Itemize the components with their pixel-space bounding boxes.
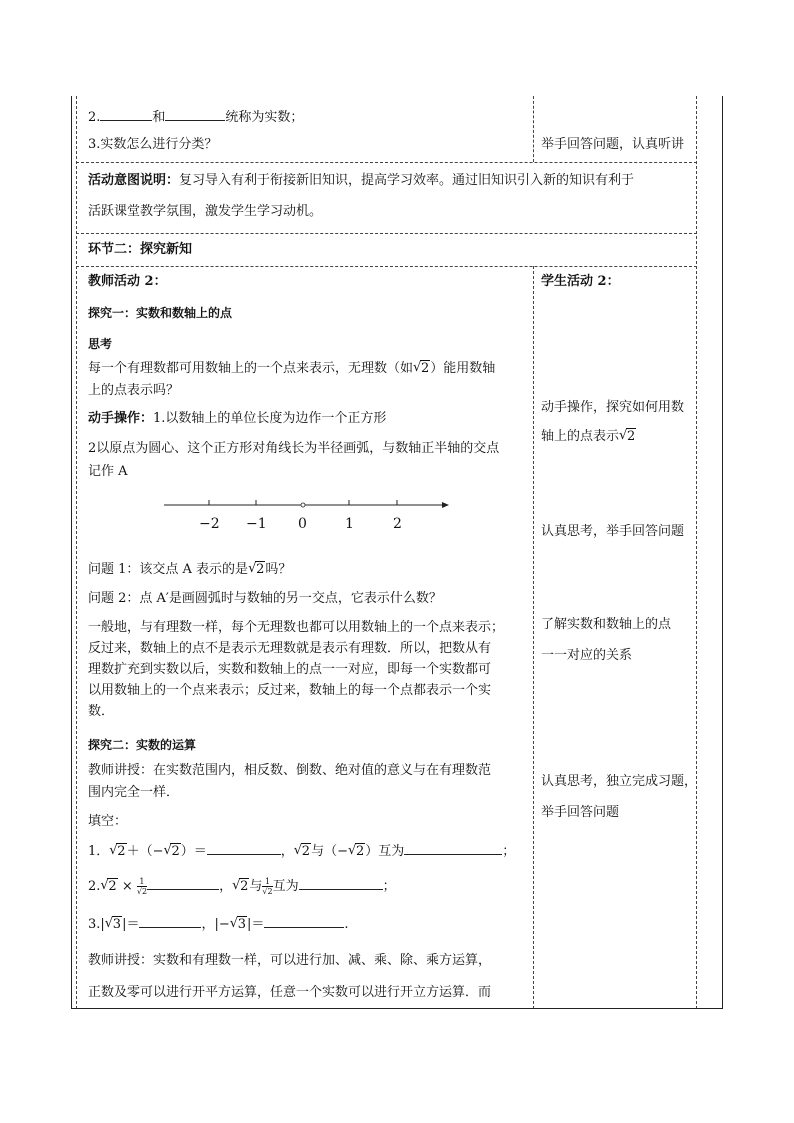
intent-line-1: 活动意图说明：复习导入有利于衔接新旧知识，提高学习效率。通过旧知识引入新的知识有利于: [88, 173, 635, 188]
explore-1-title: 探究一：实数和数轴上的点: [88, 306, 233, 320]
general-line-1: 一般地，与有理数一样，每个无理数也都可以用数轴上的一个点来表示；: [88, 620, 505, 635]
axis-tick-label: −1: [246, 516, 267, 532]
student-activity-3-line-2: 一一对应的关系: [541, 648, 633, 663]
student-activity-4-line-1: 认真思考，独立完成习题，: [541, 774, 698, 789]
hands-on-step-2-line-1: 2以原点为圆心、这个正方形对角线长为半径画弧，与数轴正半轴的交点: [88, 441, 500, 456]
student-activity-2: 认真思考，举手回答问题: [541, 524, 685, 539]
problem-1: 问题 1：该交点 A 表示的是 √ 2吗？: [88, 561, 292, 577]
left-border: [71, 96, 72, 1009]
general-line-3: 理数扩充到实数以后，实数和数轴上的点一一对应，即每一个实数都可: [88, 662, 492, 677]
student-heading: 学生活动 2：: [541, 274, 620, 289]
lecture-1-line-1: 教师讲授：在实数范围内，相反数、倒数、绝对值的意义与在有理数范: [88, 763, 492, 778]
question-3: 3.实数怎么进行分类？: [88, 137, 218, 152]
teacher-heading: 教师活动 2：: [88, 274, 167, 289]
bottom-border: [71, 1008, 723, 1009]
lecture-1-line-2: 围内完全一样．: [88, 785, 180, 800]
problem-2: 问题 2：点 A′是画圆弧时与数轴的另一交点，它表示什么数？: [88, 591, 442, 606]
student-activity-1-line-2: 轴上的点表示 √ 2: [541, 428, 636, 444]
intent-line-2: 活跃课堂教学氛围，激发学生学习动机。: [88, 204, 323, 219]
general-line-4: 以用数轴上的一个点来表示；反过来，数轴上的每一个点都表示一个实: [88, 683, 492, 698]
think-line-2: 上的点表示吗？: [88, 383, 180, 398]
axis-tick-label: 1: [345, 516, 354, 532]
column-divider-main: [533, 266, 534, 1009]
row-separator: [76, 266, 697, 267]
general-line-2: 反过来，数轴上的点不是表示无理数就是表示有理数．所以，把数从有: [88, 641, 492, 656]
section-title: 环节二：探究新知: [88, 242, 193, 257]
row-separator: [76, 233, 697, 234]
axis-tick-label: 2: [393, 516, 402, 532]
student-reply-top: 举手回答问题，认真听讲: [541, 137, 685, 152]
right-border: [722, 96, 723, 1009]
lecture-2-line-2: 正数及零可以进行开平方运算，任意一个实数可以进行开立方运算．而: [88, 985, 492, 1000]
axis-tick-label: 0: [298, 516, 307, 532]
fill-in-2: 2. √ 2 × $\frac{1}{√2}$ ， √ 2与 $\frac{1}{√2}$ 互为 ；: [88, 877, 396, 896]
row-separator: [76, 162, 697, 163]
think-line-1: 每一个有理数都可用数轴上的一个点来表示，无理数（如 √ 2）能用数轴: [88, 360, 496, 376]
hands-on-step-1: 动手操作：1.以数轴上的单位长度为边作一个正方形: [88, 411, 387, 426]
explore-2-title: 探究二：实数的运算: [88, 738, 197, 752]
fill-in-3: 3.| √ 3|＝ ，|− √ 3|＝ .: [88, 916, 349, 932]
fill-in-1: 1． √ 2＋（− √ 2）＝ ， √ 2与（− √ 2）互为 ；: [88, 843, 516, 859]
student-activity-1-line-1: 动手操作，探究如何用数: [541, 400, 685, 415]
fill-in-title: 填空：: [88, 814, 128, 829]
column-divider-top: [533, 96, 534, 162]
general-line-5: 数．: [88, 704, 115, 719]
hands-on-step-2-line-2: 记作 A: [88, 464, 128, 479]
axis-tick-label: −2: [199, 516, 220, 532]
question-2: 2. 和 统称为实数；: [88, 110, 304, 125]
lecture-2-line-1: 教师讲授：实数和有理数一样，可以进行加、减、乘、除、乘方运算，: [88, 953, 492, 968]
number-line: [160, 490, 450, 540]
think-title: 思考: [88, 337, 113, 351]
student-activity-3-line-1: 了解实数和数轴上的点: [541, 617, 672, 632]
student-activity-4-line-2: 举手回答问题: [541, 805, 620, 820]
